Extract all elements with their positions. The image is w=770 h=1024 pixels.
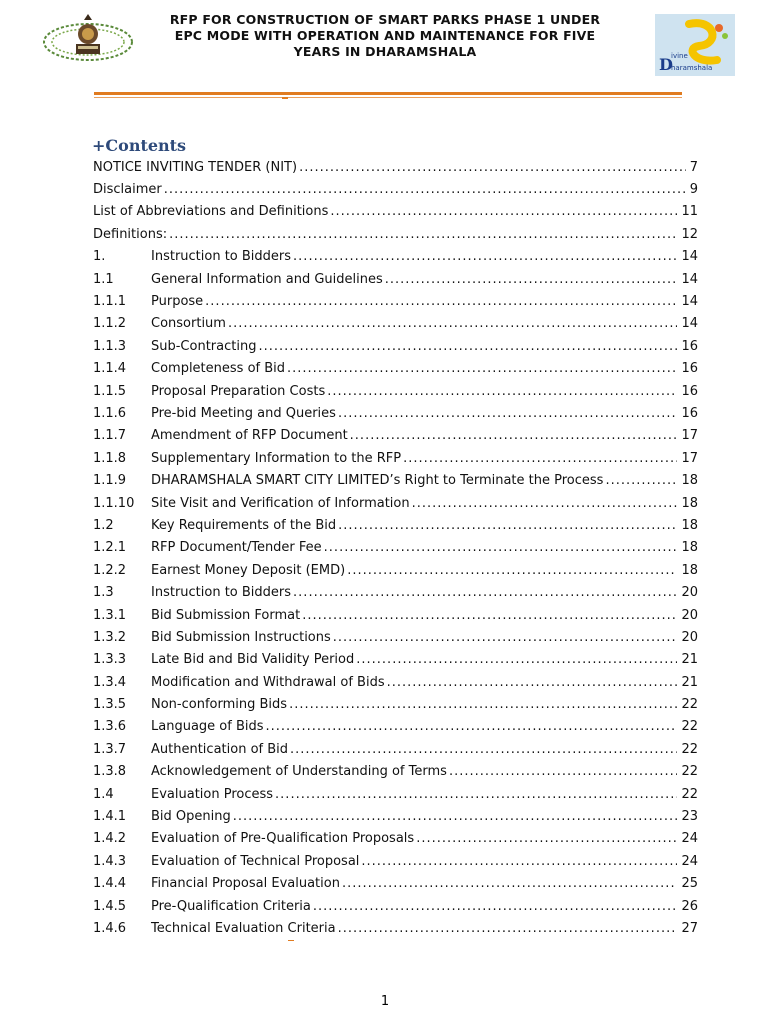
svg-text:ivine: ivine [671, 52, 688, 60]
toc-entry-label: Financial Proposal Evaluation [151, 876, 340, 892]
toc-leader-dots [338, 921, 678, 936]
toc-leader-dots [338, 518, 677, 533]
toc-leader-dots [342, 876, 677, 891]
toc-entry[interactable] [93, 537, 698, 559]
toc-leader-dots [385, 272, 678, 287]
toc-entry[interactable] [93, 671, 698, 693]
toc-leader-dots [361, 854, 677, 869]
page-header [0, 0, 770, 110]
toc-entry-page: 18 [681, 540, 698, 556]
toc-entry-page: 23 [681, 809, 698, 825]
toc-entry-number: 1.1.4 [93, 361, 127, 377]
toc-entry-page: 16 [681, 383, 698, 399]
toc-entry[interactable] [93, 447, 698, 469]
toc-entry[interactable] [93, 335, 698, 357]
toc-entry-label: Pre-bid Meeting and Queries [151, 405, 336, 421]
toc-entry-label: Evaluation Process [151, 786, 274, 802]
toc-entry-label: Technical Evaluation Criteria [151, 920, 336, 936]
toc-leader-dots [293, 585, 677, 600]
toc-entry-label: Bid Submission Format [151, 607, 301, 623]
toc-entry-number: 1.3.4 [93, 674, 127, 690]
table-of-contents [93, 156, 698, 940]
toc-leader-dots [333, 630, 678, 645]
toc-entry[interactable] [93, 873, 698, 895]
toc-entry-page: 7 [689, 159, 698, 175]
title-line-1: RFP FOR CONSTRUCTION OF SMART PARKS PHASE 1 UNDER [169, 12, 601, 27]
title-line-2: EPC MODE WITH OPERATION AND MAINTENANCE FOR FIVE [174, 28, 596, 43]
toc-entry-page: 11 [681, 204, 698, 220]
toc-entry-page: 16 [681, 361, 698, 377]
toc-entry-page: 22 [681, 741, 698, 757]
toc-leader-dots [338, 406, 678, 421]
toc-entry-label: Earnest Money Deposit (EMD) [151, 562, 346, 578]
toc-entry-page: 21 [681, 652, 698, 668]
toc-entry-label: Definitions: [93, 226, 168, 242]
svg-text:D: D [659, 55, 673, 74]
toc-entry-label: Instruction to Bidders [151, 585, 292, 601]
toc-entry[interactable] [93, 738, 698, 760]
toc-entry-number: 1.3.8 [93, 764, 127, 780]
toc-entry-number: 1.2.2 [93, 562, 127, 578]
toc-entry-page: 25 [681, 876, 698, 892]
toc-entry-number: 1.1.5 [93, 383, 127, 399]
toc-entry-page: 17 [681, 428, 698, 444]
toc-entry-label: Disclaimer [93, 182, 162, 198]
toc-entry-page: 22 [681, 786, 698, 802]
toc-entry[interactable] [93, 693, 698, 715]
toc-entry-number: 1.4.2 [93, 831, 127, 847]
toc-leader-dots [258, 339, 677, 354]
toc-entry[interactable] [93, 268, 698, 290]
toc-entry-label: Acknowledgement of Understanding of Terms [151, 764, 447, 780]
toc-leader-dots [266, 719, 678, 734]
toc-entry-page: 14 [681, 271, 698, 287]
toc-entry-number: 1.4.6 [93, 920, 127, 936]
toc-entry-number: 1.1.10 [93, 495, 135, 511]
toc-entry-number: 1.4.3 [93, 853, 127, 869]
toc-entry-number: 1.4.4 [93, 876, 127, 892]
toc-entry-number: 1.4.5 [93, 898, 127, 914]
toc-entry-page: 18 [681, 495, 698, 511]
toc-entry-label: Key Requirements of the Bid [151, 517, 337, 533]
toc-entry[interactable] [93, 917, 698, 939]
toc-entry-number: 1.3.2 [93, 629, 127, 645]
toc-leader-dots [350, 428, 678, 443]
toc-entry[interactable] [93, 626, 698, 648]
toc-leader-dots [403, 451, 677, 466]
toc-entry-number: 1.1.7 [93, 428, 127, 444]
toc-entry[interactable] [93, 850, 698, 872]
toc-entry[interactable] [93, 649, 698, 671]
toc-entry[interactable] [93, 223, 698, 245]
toc-entry-page: 27 [681, 920, 698, 936]
toc-entry[interactable] [93, 201, 698, 223]
toc-entry-label: Pre-Qualification Criteria [151, 898, 311, 914]
toc-entry-page: 14 [681, 316, 698, 332]
toc-entry-number: 1.3.3 [93, 652, 127, 668]
toc-entry-label: Authentication of Bid [151, 741, 289, 757]
toc-entry-label: General Information and Guidelines [151, 271, 383, 287]
toc-leader-dots [169, 227, 677, 242]
toc-entry-label: Bid Submission Instructions [151, 629, 331, 645]
toc-leader-dots [387, 675, 678, 690]
toc-entry[interactable] [93, 805, 698, 827]
toc-leader-dots [605, 473, 677, 488]
toc-entry-page: 20 [681, 585, 698, 601]
toc-leader-dots [290, 742, 677, 757]
contents-heading: +Contents [92, 136, 187, 155]
toc-entry-number: 1.3.7 [93, 741, 127, 757]
toc-entry[interactable] [93, 716, 698, 738]
toc-leader-dots [324, 540, 678, 555]
toc-leader-dots [327, 384, 677, 399]
toc-entry-number: 1.1.8 [93, 450, 127, 466]
toc-entry-number: 1.3.6 [93, 719, 127, 735]
toc-leader-dots [299, 160, 686, 175]
toc-entry-label: NOTICE INVITING TENDER (NIT) [93, 159, 298, 175]
toc-entry-label: Instruction to Bidders [151, 249, 292, 265]
toc-leader-dots [330, 204, 677, 219]
toc-leader-dots [449, 764, 678, 779]
toc-entry-number: 1.4.1 [93, 809, 127, 825]
toc-entry-page: 9 [689, 182, 698, 198]
page-number: 1 [380, 994, 390, 1009]
toc-entry-label: Language of Bids [151, 719, 264, 735]
toc-entry-page: 24 [681, 831, 698, 847]
toc-entry-page: 18 [681, 473, 698, 489]
toc-leader-dots [233, 809, 678, 824]
toc-entry-number: 1.1 [93, 271, 114, 287]
toc-entry-label: Proposal Preparation Costs [151, 383, 326, 399]
toc-leader-dots [275, 787, 677, 802]
toc-entry-page: 20 [681, 607, 698, 623]
toc-entry[interactable] [93, 783, 698, 805]
toc-entry[interactable] [93, 380, 698, 402]
title-line-3: YEARS IN DHARAMSHALA [293, 44, 477, 59]
toc-entry-label: Consortium [151, 316, 226, 332]
toc-leader-dots [412, 496, 678, 511]
toc-entry-label: DHARAMSHALA SMART CITY LIMITED’s Right to Terminate the Process [151, 473, 604, 489]
toc-entry-label: Late Bid and Bid Validity Period [151, 652, 355, 668]
toc-entry-label: Modification and Withdrawal of Bids [151, 674, 385, 690]
header-rule-mark [282, 97, 288, 99]
toc-entry[interactable] [93, 156, 698, 178]
toc-entry-label: Non-conforming Bids [151, 697, 288, 713]
toc-entry-number: 1.1.6 [93, 405, 127, 421]
toc-entry-page: 26 [681, 898, 698, 914]
toc-entry-page: 24 [681, 853, 698, 869]
toc-entry-label: List of Abbreviations and Definitions [93, 204, 329, 220]
toc-entry-page: 12 [681, 226, 698, 242]
toc-entry[interactable] [93, 290, 698, 312]
toc-entry[interactable] [93, 514, 698, 536]
toc-entry-number: 1.1.9 [93, 473, 127, 489]
toc-leader-dots [228, 316, 678, 331]
toc-entry[interactable] [93, 559, 698, 581]
toc-leader-dots [313, 899, 678, 914]
toc-entry-number: 1.3.1 [93, 607, 127, 623]
toc-entry-number: 1.3.5 [93, 697, 127, 713]
toc-entry[interactable] [93, 313, 698, 335]
toc-entry-number: 1.1.1 [93, 294, 127, 310]
header-rule-thin [94, 97, 682, 98]
toc-leader-dots [289, 697, 677, 712]
toc-entry[interactable] [93, 358, 698, 380]
toc-entry-number: 1.1.2 [93, 316, 127, 332]
divine-dharamshala-logo [655, 14, 735, 76]
toc-leader-dots [164, 182, 686, 197]
toc-leader-dots [302, 608, 677, 623]
toc-leader-dots [287, 361, 677, 376]
toc-entry-label: Completeness of Bid [151, 361, 286, 377]
toc-entry-page: 16 [681, 405, 698, 421]
svg-text:haramshala: haramshala [671, 64, 713, 72]
toc-entry-label: Purpose [151, 294, 204, 310]
toc-entry[interactable] [93, 492, 698, 514]
toc-entry[interactable] [93, 581, 698, 603]
toc-leader-dots [416, 831, 677, 846]
toc-entry[interactable] [93, 178, 698, 200]
toc-entry-page: 22 [681, 697, 698, 713]
toc-entry[interactable] [93, 469, 698, 491]
toc-entry-page: 18 [681, 517, 698, 533]
toc-entry-number: 1. [93, 249, 106, 265]
document-title [130, 12, 640, 60]
toc-entry-page: 20 [681, 629, 698, 645]
toc-entry-number: 1.2 [93, 517, 114, 533]
header-rule [94, 92, 682, 95]
toc-entry-number: 1.2.1 [93, 540, 127, 556]
state-emblem-icon [38, 12, 138, 64]
toc-leader-dots [347, 563, 677, 578]
toc-entry-page: 21 [681, 674, 698, 690]
toc-entry[interactable] [93, 402, 698, 424]
toc-entry-label: Bid Opening [151, 809, 231, 825]
toc-entry[interactable] [93, 425, 698, 447]
toc-entry-label: RFP Document/Tender Fee [151, 540, 322, 556]
toc-entry-page: 17 [681, 450, 698, 466]
footer-rule-mark [288, 940, 294, 941]
toc-entry-label: Amendment of RFP Document [151, 428, 348, 444]
toc-entry-page: 16 [681, 338, 698, 354]
toc-entry[interactable] [93, 761, 698, 783]
toc-entry[interactable] [93, 828, 698, 850]
toc-entry-page: 14 [681, 294, 698, 310]
toc-entry[interactable] [93, 895, 698, 917]
toc-leader-dots [205, 294, 677, 309]
toc-entry-page: 14 [681, 249, 698, 265]
toc-entry-label: Evaluation of Technical Proposal [151, 853, 360, 869]
toc-entry-label: Evaluation of Pre-Qualification Proposals [151, 831, 415, 847]
toc-entry-page: 22 [681, 764, 698, 780]
toc-entry-label: Site Visit and Verification of Information [151, 495, 410, 511]
toc-leader-dots [293, 249, 677, 264]
toc-leader-dots [356, 652, 677, 667]
toc-entry[interactable] [93, 604, 698, 626]
toc-entry-number: 1.3 [93, 585, 114, 601]
toc-entry-page: 18 [681, 562, 698, 578]
toc-entry-label: Supplementary Information to the RFP [151, 450, 402, 466]
toc-entry-number: 1.4 [93, 786, 114, 802]
toc-entry[interactable] [93, 246, 698, 268]
toc-entry-page: 22 [681, 719, 698, 735]
toc-entry-label: Sub-Contracting [151, 338, 257, 354]
toc-entry-number: 1.1.3 [93, 338, 127, 354]
